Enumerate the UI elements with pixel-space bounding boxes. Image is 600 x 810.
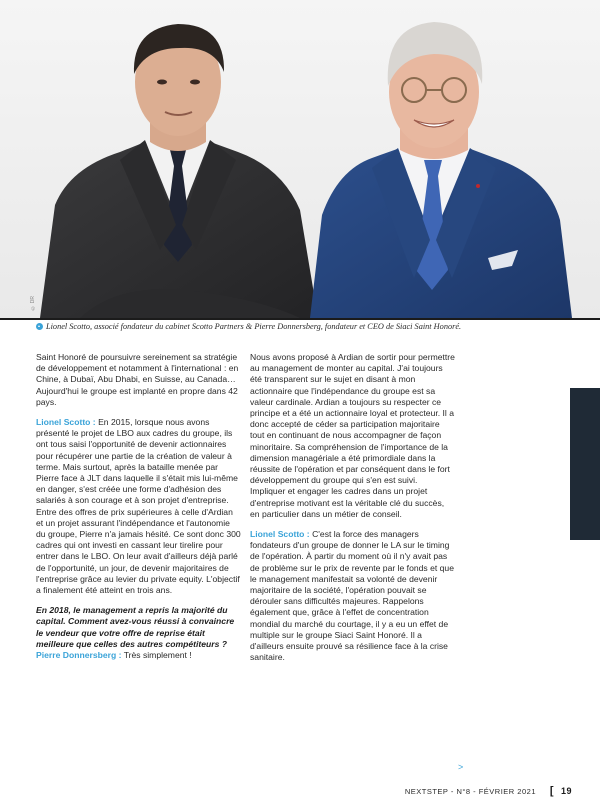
portrait-illustration [0,0,600,318]
section-tab [570,388,600,540]
page-footer [400,786,580,798]
paragraph-text: C'est la force des managers fondateurs d'un groupe de donner le LA sur le timing de l'opération. À partir du moment où il n'y avait pas de problème sur le prix de revente par le fonds et que le management manifestait sa volonté de devenir majoritaire de la société, l'opération pouvait se dérouler sans difficultés majeures. Rappelons également que, grâce à l'effet de concentration mondial du marché du courtage, il y a eu un effet de multiple sur le groupe Siaci Saint Honoré. Il a d'ailleurs ensuite prouvé sa résilience face à la crise sanitaire. [250,529,454,663]
photo-divider [0,318,600,320]
page-number-bracket: [ [549,785,554,797]
article-column-right [250,352,455,672]
paragraph [36,417,241,596]
speaker-name: Pierre Donnersberg : [36,650,122,661]
photo-caption [36,322,586,331]
publication-info: NEXTSTEP - N°8 - FÉVRIER 2021 [404,787,536,796]
interview-question: En 2018, le management a repris la majorité du capital. Comment avez-vous réussi à convaincre le vendeur que votre offre de reprise était meilleure que celles des autres compétiteurs ? [36,605,235,649]
caption-up-arrow-icon [36,323,43,330]
interview-exchange [36,605,241,661]
page-number: 19 [560,786,572,796]
continue-arrow-icon: > [458,762,464,772]
photo-credit: © DR [30,296,36,311]
paragraph [36,352,241,408]
caption-text: Lionel Scotto, associé fondateur du cabinet Scotto Partners & Pierre Donnersberg, fondateur et CEO de Siaci Saint Honoré. [46,322,462,331]
paragraph [250,529,455,663]
speaker-name: Lionel Scotto : [250,529,310,540]
speaker-name: Lionel Scotto : [36,417,96,428]
article-column-left [36,352,241,661]
paragraph-text: Saint Honoré de poursuivre sereinement sa stratégie de développement et notamment à l'international : en Chine, à Dubaï, Abu Dhabi, en Suisse, au Canada… Aujourd'hui le groupe est implanté en propre dans 42 pays. [36,352,239,407]
paragraph [250,352,455,520]
portrait-photo [0,0,600,318]
paragraph-text: Nous avons proposé à Ardian de sortir pour permettre au management de monter au capital. J'ai toujours été transparent sur le sujet en disant à mon actionnaire que l'indépendance du groupe est sa valeur cardinale. Ardian a toujours su respecter ce principe et a été un actionnaire loyal et protecteur. Il a donc accepté de céder sa participation majoritaire tout en continuant de nous accompagner de façon minoritaire. Sa compréhension de l'importance de la dimension managériale a été primordiale dans la réussite de l'opération et par conséquent dans le fort développement du groupe qui s'en est suivi. Impliquer et engager les cadres dans un projet d'entreprise motivant est la véritable clé du succès, en particulier dans un métier de conseil. [250,352,455,519]
paragraph-text: En 2015, lorsque nous avons présenté le projet de LBO aux cadres du groupe, ils ont tous saisi l'opportunité de devenir actionnaires pour récupérer une partie de la création de valeur à terme. Mais surtout, après la bataille menée par Pierre face à JLT dans laquelle il s'était mis lui-même en danger, s'est créée une forme d'adhésion des salariés à son courage et à son projet d'entreprise. Entre des offres de prix supérieures à celle d'Ardian et un projet assurant l'indépendance et l'autonomie du groupe, Pierre n'a jamais hésité. Ce sont donc 300 cadres qui ont investi en cassant leur tirelire pour entrer dans le LBO. On leur avait d'ailleurs déjà parlé de l'opportunité, un jour, de devenir majoritaires de l'entreprise grâce au levier du private equity. L'objectif a finalement été atteint en trois ans. [36,417,241,596]
paragraph-text: Très simplement ! [121,650,192,661]
